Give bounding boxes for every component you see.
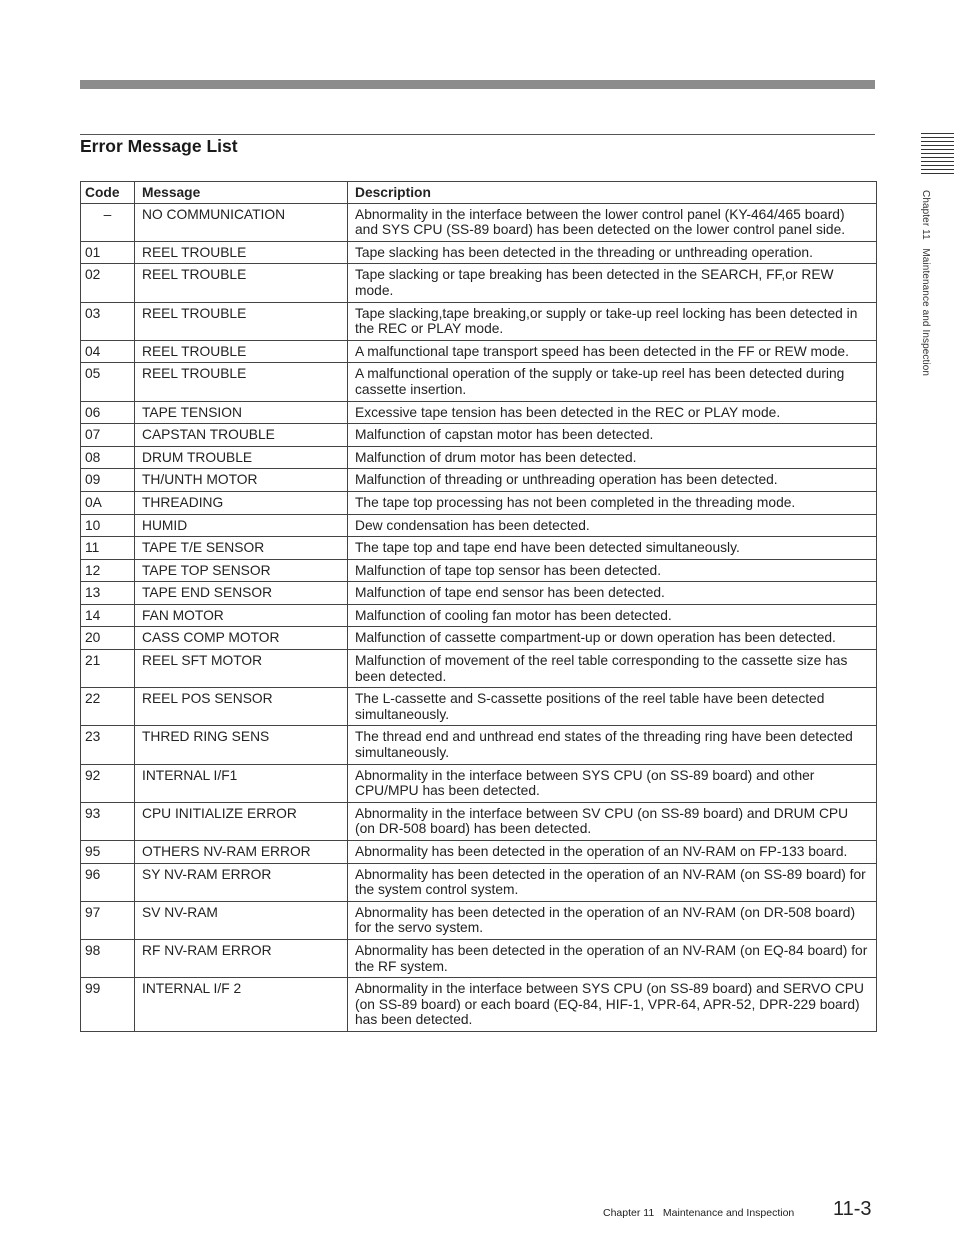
cell-description: Dew condensation has been detected. (348, 514, 877, 537)
cell-message: CASS COMP MOTOR (135, 627, 348, 650)
cell-code: 08 (81, 446, 135, 469)
cell-code: 03 (81, 302, 135, 340)
column-header-message: Message (135, 182, 348, 204)
cell-description: Abnormality has been detected in the operation of an NV-RAM on FP-133 board. (348, 841, 877, 864)
table-row (81, 401, 877, 424)
cell-message: RF NV-RAM ERROR (135, 939, 348, 977)
cell-description: Malfunction of tape end sensor has been detected. (348, 582, 877, 605)
section-rule (80, 134, 875, 135)
cell-description: A malfunctional operation of the supply or take-up reel has been detected during cassette insertion. (348, 363, 877, 401)
cell-code: 09 (81, 469, 135, 492)
table-row (81, 241, 877, 264)
table-row (81, 939, 877, 977)
cell-code: 92 (81, 764, 135, 802)
cell-description: Malfunction of cassette compartment-up or down operation has been detected. (348, 627, 877, 650)
cell-message: TAPE TOP SENSOR (135, 559, 348, 582)
cell-description: Abnormality has been detected in the operation of an NV-RAM (on DR-508 board) for the servo system. (348, 901, 877, 939)
cell-description: A malfunctional tape transport speed has been detected in the FF or REW mode. (348, 340, 877, 363)
cell-code: 02 (81, 264, 135, 302)
side-chapter-label: Chapter 11 Maintenance and Inspection (920, 190, 931, 377)
table-row (81, 363, 877, 401)
cell-description: The tape top and tape end have been detected simultaneously. (348, 537, 877, 560)
cell-message: REEL TROUBLE (135, 363, 348, 401)
cell-code: 22 (81, 688, 135, 726)
table-row (81, 340, 877, 363)
cell-description: The thread end and unthread end states of the threading ring have been detected simultaneously. (348, 726, 877, 764)
table-row (81, 559, 877, 582)
table-row (81, 901, 877, 939)
cell-code: 0A (81, 491, 135, 514)
table-row (81, 537, 877, 560)
cell-code: 98 (81, 939, 135, 977)
cell-description: Abnormality has been detected in the operation of an NV-RAM (on SS-89 board) for the system control system. (348, 863, 877, 901)
cell-code: 07 (81, 424, 135, 447)
table-row (81, 863, 877, 901)
cell-code: 93 (81, 802, 135, 840)
table-body (81, 203, 877, 1031)
cell-description: Abnormality has been detected in the operation of an NV-RAM (on EQ-84 board) for the RF system. (348, 939, 877, 977)
cell-code: 05 (81, 363, 135, 401)
table-row (81, 491, 877, 514)
cell-description: Abnormality in the interface between the lower control panel (KY-464/465 board) and SYS CPU (SS-89 board) has been detected on the lower control panel side. (348, 203, 877, 241)
cell-code: 06 (81, 401, 135, 424)
cell-message: TAPE T/E SENSOR (135, 537, 348, 560)
table-row (81, 764, 877, 802)
table-row (81, 302, 877, 340)
table-row (81, 688, 877, 726)
cell-message: INTERNAL I/F1 (135, 764, 348, 802)
table-row (81, 802, 877, 840)
table-row (81, 514, 877, 537)
cell-description: Malfunction of drum motor has been detected. (348, 446, 877, 469)
table-row (81, 726, 877, 764)
table-row (81, 203, 877, 241)
cell-code: 11 (81, 537, 135, 560)
cell-code: 99 (81, 978, 135, 1032)
cell-description: Tape slacking,tape breaking,or supply or take-up reel locking has been detected in the REC or PLAY mode. (348, 302, 877, 340)
cell-message: TAPE END SENSOR (135, 582, 348, 605)
cell-code: 13 (81, 582, 135, 605)
cell-description: Abnormality in the interface between SV CPU (on SS-89 board) and DRUM CPU (on DR-508 board) has been detected. (348, 802, 877, 840)
cell-message: REEL TROUBLE (135, 340, 348, 363)
cell-message: HUMID (135, 514, 348, 537)
cell-code: 14 (81, 604, 135, 627)
cell-code: 23 (81, 726, 135, 764)
table-row (81, 650, 877, 688)
cell-code: 20 (81, 627, 135, 650)
cell-message: OTHERS NV-RAM ERROR (135, 841, 348, 864)
cell-description: The L-cassette and S-cassette positions of the reel table have been detected simultaneously. (348, 688, 877, 726)
column-header-code: Code (81, 182, 135, 204)
cell-description: The tape top processing has not been completed in the threading mode. (348, 491, 877, 514)
cell-message: SY NV-RAM ERROR (135, 863, 348, 901)
table-row (81, 264, 877, 302)
cell-description: Malfunction of capstan motor has been detected. (348, 424, 877, 447)
cell-message: REEL TROUBLE (135, 302, 348, 340)
cell-code: 04 (81, 340, 135, 363)
table-header-row (81, 182, 877, 204)
cell-description: Tape slacking has been detected in the threading or unthreading operation. (348, 241, 877, 264)
cell-message: REEL TROUBLE (135, 241, 348, 264)
cell-message: REEL TROUBLE (135, 264, 348, 302)
cell-message: DRUM TROUBLE (135, 446, 348, 469)
cell-message: INTERNAL I/F 2 (135, 978, 348, 1032)
cell-message: CAPSTAN TROUBLE (135, 424, 348, 447)
cell-description: Tape slacking or tape breaking has been detected in the SEARCH, FF,or REW mode. (348, 264, 877, 302)
cell-description: Malfunction of cooling fan motor has been detected. (348, 604, 877, 627)
column-header-description: Description (348, 182, 877, 204)
cell-message: THRED RING SENS (135, 726, 348, 764)
cell-code: 10 (81, 514, 135, 537)
cell-message: NO COMMUNICATION (135, 203, 348, 241)
table-row (81, 627, 877, 650)
cell-message: TH/UNTH MOTOR (135, 469, 348, 492)
cell-message: THREADING (135, 491, 348, 514)
table-row (81, 841, 877, 864)
header-bar (80, 80, 875, 89)
section-title: Error Message List (80, 136, 238, 156)
cell-description: Abnormality in the interface between SYS CPU (on SS-89 board) and SERVO CPU (on SS-89 board) or each board (EQ-84, HIF-1, VPR-64, APR-52, DPR-229 board) has been detected. (348, 978, 877, 1032)
cell-message: FAN MOTOR (135, 604, 348, 627)
page-number: 11-3 (833, 1198, 872, 1220)
cell-code: 96 (81, 863, 135, 901)
error-message-table (80, 181, 877, 1032)
chapter-thumb-tab (921, 133, 954, 177)
table-row (81, 469, 877, 492)
cell-code: 21 (81, 650, 135, 688)
cell-message: SV NV-RAM (135, 901, 348, 939)
table-row (81, 604, 877, 627)
cell-message: REEL SFT MOTOR (135, 650, 348, 688)
cell-message: REEL POS SENSOR (135, 688, 348, 726)
table-row (81, 446, 877, 469)
cell-description: Abnormality in the interface between SYS CPU (on SS-89 board) and other CPU/MPU has been detected. (348, 764, 877, 802)
cell-description: Excessive tape tension has been detected in the REC or PLAY mode. (348, 401, 877, 424)
cell-code: 12 (81, 559, 135, 582)
cell-description: Malfunction of movement of the reel table corresponding to the cassette size has been detected. (348, 650, 877, 688)
cell-message: TAPE TENSION (135, 401, 348, 424)
cell-message: CPU INITIALIZE ERROR (135, 802, 348, 840)
cell-description: Malfunction of threading or unthreading operation has been detected. (348, 469, 877, 492)
table-row (81, 424, 877, 447)
table-row (81, 582, 877, 605)
cell-code: 01 (81, 241, 135, 264)
cell-code: 97 (81, 901, 135, 939)
cell-description: Malfunction of tape top sensor has been detected. (348, 559, 877, 582)
cell-code: – (81, 203, 135, 241)
cell-code: 95 (81, 841, 135, 864)
table-row (81, 978, 877, 1032)
footer-chapter-label: Chapter 11 Maintenance and Inspection (603, 1207, 795, 1219)
